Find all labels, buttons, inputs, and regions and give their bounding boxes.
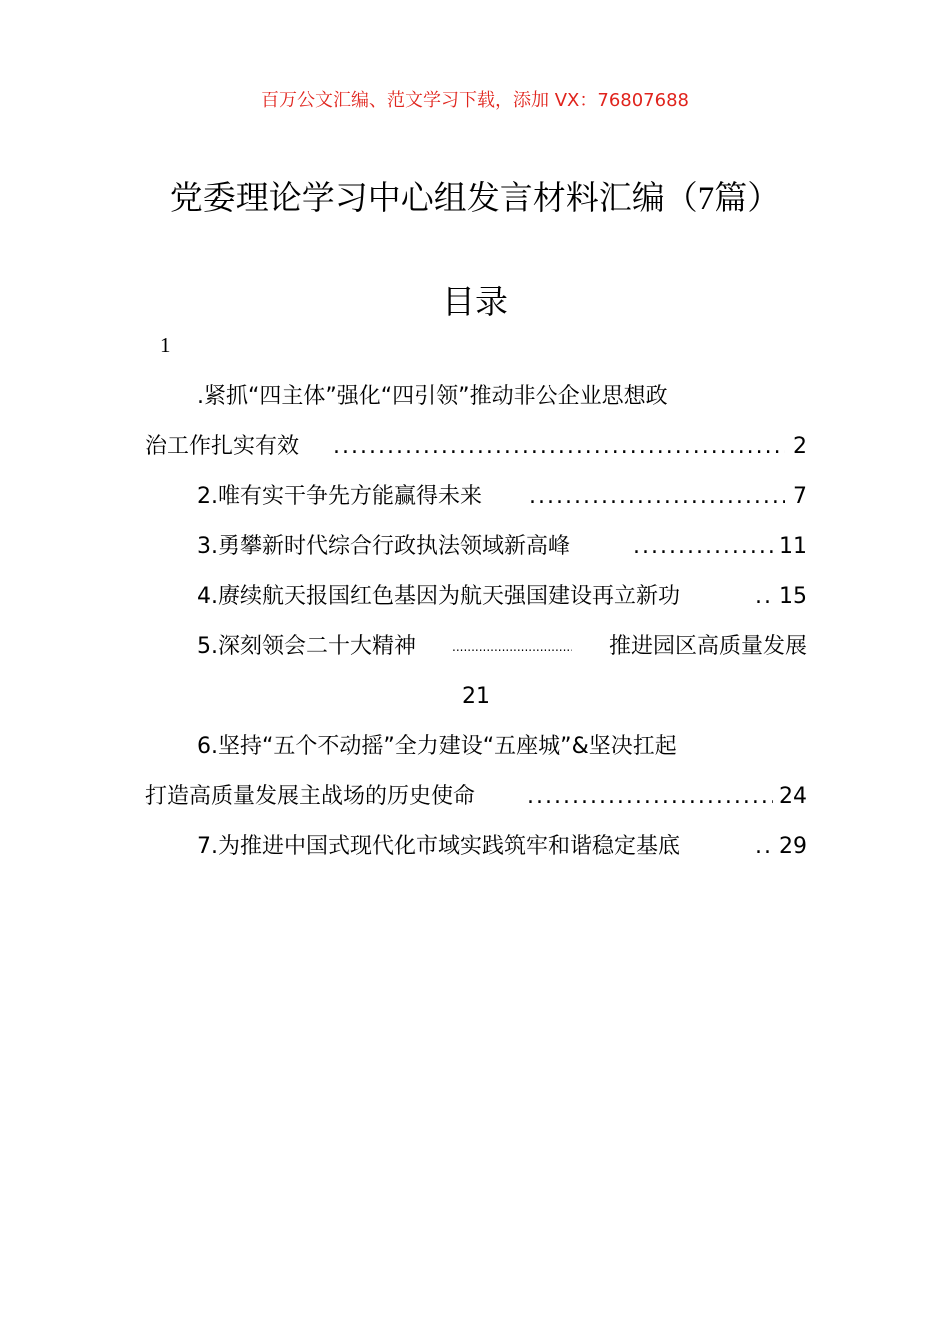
table-of-contents	[145, 372, 807, 872]
toc-entry-5-title-right: 推进园区高质量发展	[608, 634, 807, 659]
toc-entry-7-page: 29	[779, 822, 807, 872]
toc-entry-4[interactable]	[145, 572, 807, 622]
title-part-2: 篇）	[714, 178, 781, 217]
toc-leader-dots	[527, 772, 773, 822]
toc-entry-4-title: 4.赓续航天报国红色基因为航天强国建设再立新功	[197, 584, 680, 609]
toc-entry-7-title: 7.为推进中国式现代化市域实践筑牢和谐稳定基底	[197, 834, 680, 859]
toc-entry-2[interactable]	[145, 472, 807, 522]
toc-leader-dots	[452, 622, 572, 672]
title-part-1: 党委理论学习中心组发言材料汇编（	[169, 178, 698, 217]
toc-entry-6-page: 24	[779, 772, 807, 822]
list-marker: 1	[160, 333, 171, 357]
toc-entry-6-title-line1: 6.坚持“五个不动摇”全力建设“五座城”&坚决扛起	[197, 734, 677, 759]
toc-entry-2-title: 2.唯有实干争先方能赢得未来	[197, 484, 482, 509]
toc-entry-5-title-left: 5.深刻领会二十大精神	[197, 634, 416, 659]
toc-heading: 目录	[442, 282, 508, 321]
toc-entry-1-page: 2	[793, 422, 807, 472]
watermark-banner: 百万公文汇编、范文学习下载，添加 VX：76807688	[261, 90, 689, 111]
toc-entry-7[interactable]	[145, 822, 807, 872]
toc-entry-3[interactable]	[145, 522, 807, 572]
title-count: 7	[697, 181, 715, 217]
document-title	[0, 172, 950, 219]
toc-entry-6-title-line2: 打造高质量发展主战场的历史使命	[145, 784, 476, 809]
toc-entry-5[interactable]	[145, 622, 807, 722]
toc-leader-dots	[755, 572, 773, 622]
toc-entry-1-title-line1: .紧抓“四主体”强化“四引领”推动非公企业思想政	[197, 384, 668, 409]
toc-entry-1-title-line2: 治工作扎实有效	[145, 434, 300, 459]
toc-leader-dots	[755, 822, 773, 872]
toc-entry-3-page: 11	[779, 522, 807, 572]
toc-entry-2-page: 7	[793, 472, 807, 522]
toc-leader-dots	[333, 422, 785, 472]
toc-entry-1[interactable]	[145, 372, 807, 472]
toc-entry-5-page: 21	[462, 684, 490, 709]
toc-leader-dots	[633, 522, 773, 572]
toc-leader-dots	[529, 472, 785, 522]
toc-entry-3-title: 3.勇攀新时代综合行政执法领域新高峰	[197, 534, 570, 559]
toc-entry-6[interactable]	[145, 722, 807, 822]
toc-entry-4-page: 15	[779, 572, 807, 622]
